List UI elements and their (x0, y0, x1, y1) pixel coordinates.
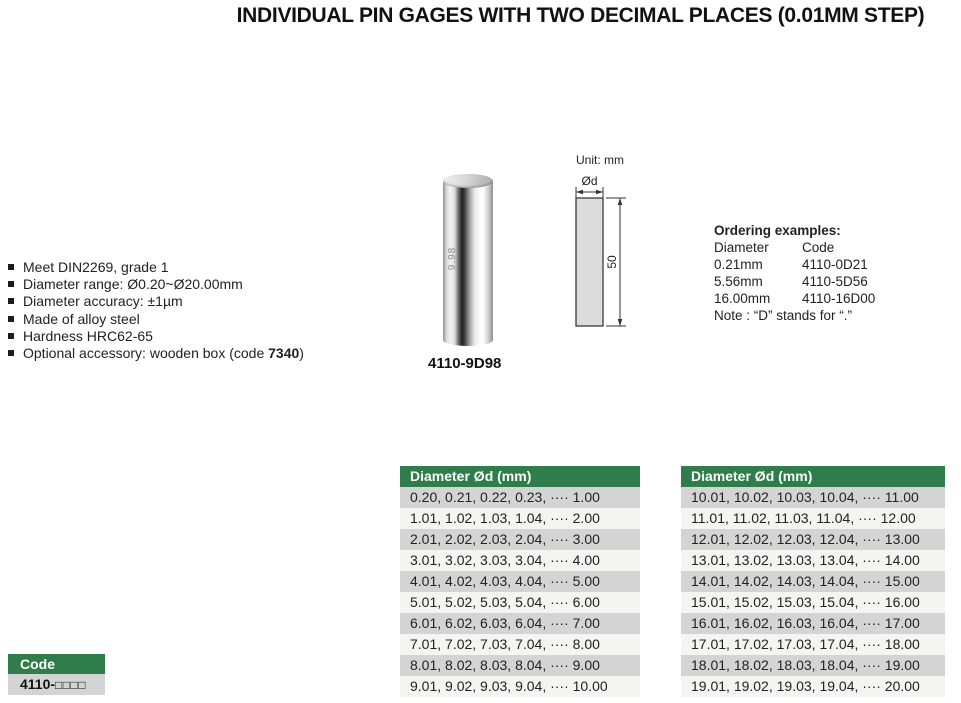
diameter-range-row: 13.01, 13.02, 13.03, 13.04, ···· 14.00 (681, 550, 945, 571)
diameter-label: Ød (581, 174, 598, 188)
arrow-left-icon (576, 190, 583, 195)
diameter-range-row: 12.01, 12.02, 12.03, 12.04, ···· 13.00 (681, 529, 945, 550)
diameter-range-row: 8.01, 8.02, 8.03, 8.04, ···· 9.00 (400, 655, 640, 676)
feature-item: Diameter accuracy: ±1µm (8, 293, 304, 310)
feature-item: Optional accessory: wooden box (code 7340) (8, 345, 304, 362)
diameter-range-row: 3.01, 3.02, 3.03, 3.04, ···· 4.00 (400, 550, 640, 571)
ordering-col-diameter: Diameter (714, 240, 769, 255)
ordering-heading: Ordering examples: (714, 223, 841, 238)
diameter-range-row: 0.20, 0.21, 0.22, 0.23, ···· 1.00 (400, 487, 640, 508)
code-placeholder-boxes: □□□□ (55, 678, 87, 692)
arrow-up-icon (618, 198, 623, 205)
ordering-rows (714, 256, 875, 307)
diameter-range-row: 4.01, 4.02, 4.03, 4.04, ···· 5.00 (400, 571, 640, 592)
pin-gage-marking: 9.98 (447, 246, 459, 271)
diameter-range-row: 7.01, 7.02, 7.03, 7.04, ···· 8.00 (400, 634, 640, 655)
ordering-examples (714, 222, 875, 324)
diameter-table-body (400, 487, 640, 697)
diameter-range-row: 1.01, 1.02, 1.03, 1.04, ···· 2.00 (400, 508, 640, 529)
diameter-range-row: 14.01, 14.02, 14.03, 14.04, ···· 15.00 (681, 571, 945, 592)
diameter-range-row: 15.01, 15.02, 15.03, 15.04, ···· 16.00 (681, 592, 945, 613)
feature-item: Meet DIN2269, grade 1 (8, 259, 304, 276)
diameter-range-row: 6.01, 6.02, 6.03, 6.04, ···· 7.00 (400, 613, 640, 634)
pin-gage-top-face (443, 174, 493, 188)
pin-gage-body (443, 181, 493, 346)
feature-item: Made of alloy steel (8, 311, 304, 328)
ordering-note: Note : “D” stands for “.” (714, 308, 853, 323)
code-box-value (8, 674, 105, 695)
diameter-range-row: 9.01, 9.02, 9.03, 9.04, ···· 10.00 (400, 676, 640, 697)
unit-label: Unit: mm (576, 153, 624, 167)
diameter-range-row: 19.01, 19.02, 19.03, 19.04, ···· 20.00 (681, 676, 945, 697)
product-code-caption: 4110-9D98 (428, 355, 502, 372)
diameter-range-row: 11.01, 11.02, 11.03, 11.04, ···· 12.00 (681, 508, 945, 529)
height-label: 50 (605, 255, 619, 269)
pin-outline (576, 198, 603, 326)
diameter-table-header: Diameter Ød (mm) (400, 466, 640, 487)
page-title: INDIVIDUAL PIN GAGES WITH TWO DECIMAL PLACES (0.01MM STEP) (236, 4, 925, 27)
code-prefix: 4110- (20, 676, 56, 692)
feature-item: Diameter range: Ø0.20~Ø20.00mm (8, 276, 304, 293)
ordering-row: 0.21mm 4110-0D21 (714, 257, 868, 272)
diameter-table-header: Diameter Ød (mm) (681, 466, 945, 487)
ordering-columns (714, 239, 875, 256)
diameter-table-body (681, 487, 945, 697)
arrow-down-icon (618, 319, 623, 326)
code-box-header: Code (8, 654, 105, 674)
feature-item: Hardness HRC62-65 (8, 328, 304, 345)
diameter-table-1 (400, 466, 640, 697)
ordering-col-code: Code (802, 240, 835, 255)
diameter-range-row: 16.01, 16.02, 16.03, 16.04, ···· 17.00 (681, 613, 945, 634)
pin-gage-photo (443, 174, 493, 346)
ordering-row: 5.56mm 4110-5D56 (714, 274, 868, 289)
feature-list (8, 259, 304, 362)
diameter-range-row: 18.01, 18.02, 18.03, 18.04, ···· 19.00 (681, 655, 945, 676)
diameter-range-row: 2.01, 2.02, 2.03, 2.04, ···· 3.00 (400, 529, 640, 550)
diameter-range-row: 10.01, 10.02, 10.03, 10.04, ···· 11.00 (681, 487, 945, 508)
diameter-table-2 (681, 466, 945, 697)
code-box (8, 654, 105, 695)
ordering-row: 16.00mm 4110-16D00 (714, 291, 876, 306)
diameter-range-row: 5.01, 5.02, 5.03, 5.04, ···· 6.00 (400, 592, 640, 613)
arrow-right-icon (596, 190, 603, 195)
diameter-range-row: 17.01, 17.02, 17.03, 17.04, ···· 18.00 (681, 634, 945, 655)
dimension-diagram (556, 148, 656, 348)
